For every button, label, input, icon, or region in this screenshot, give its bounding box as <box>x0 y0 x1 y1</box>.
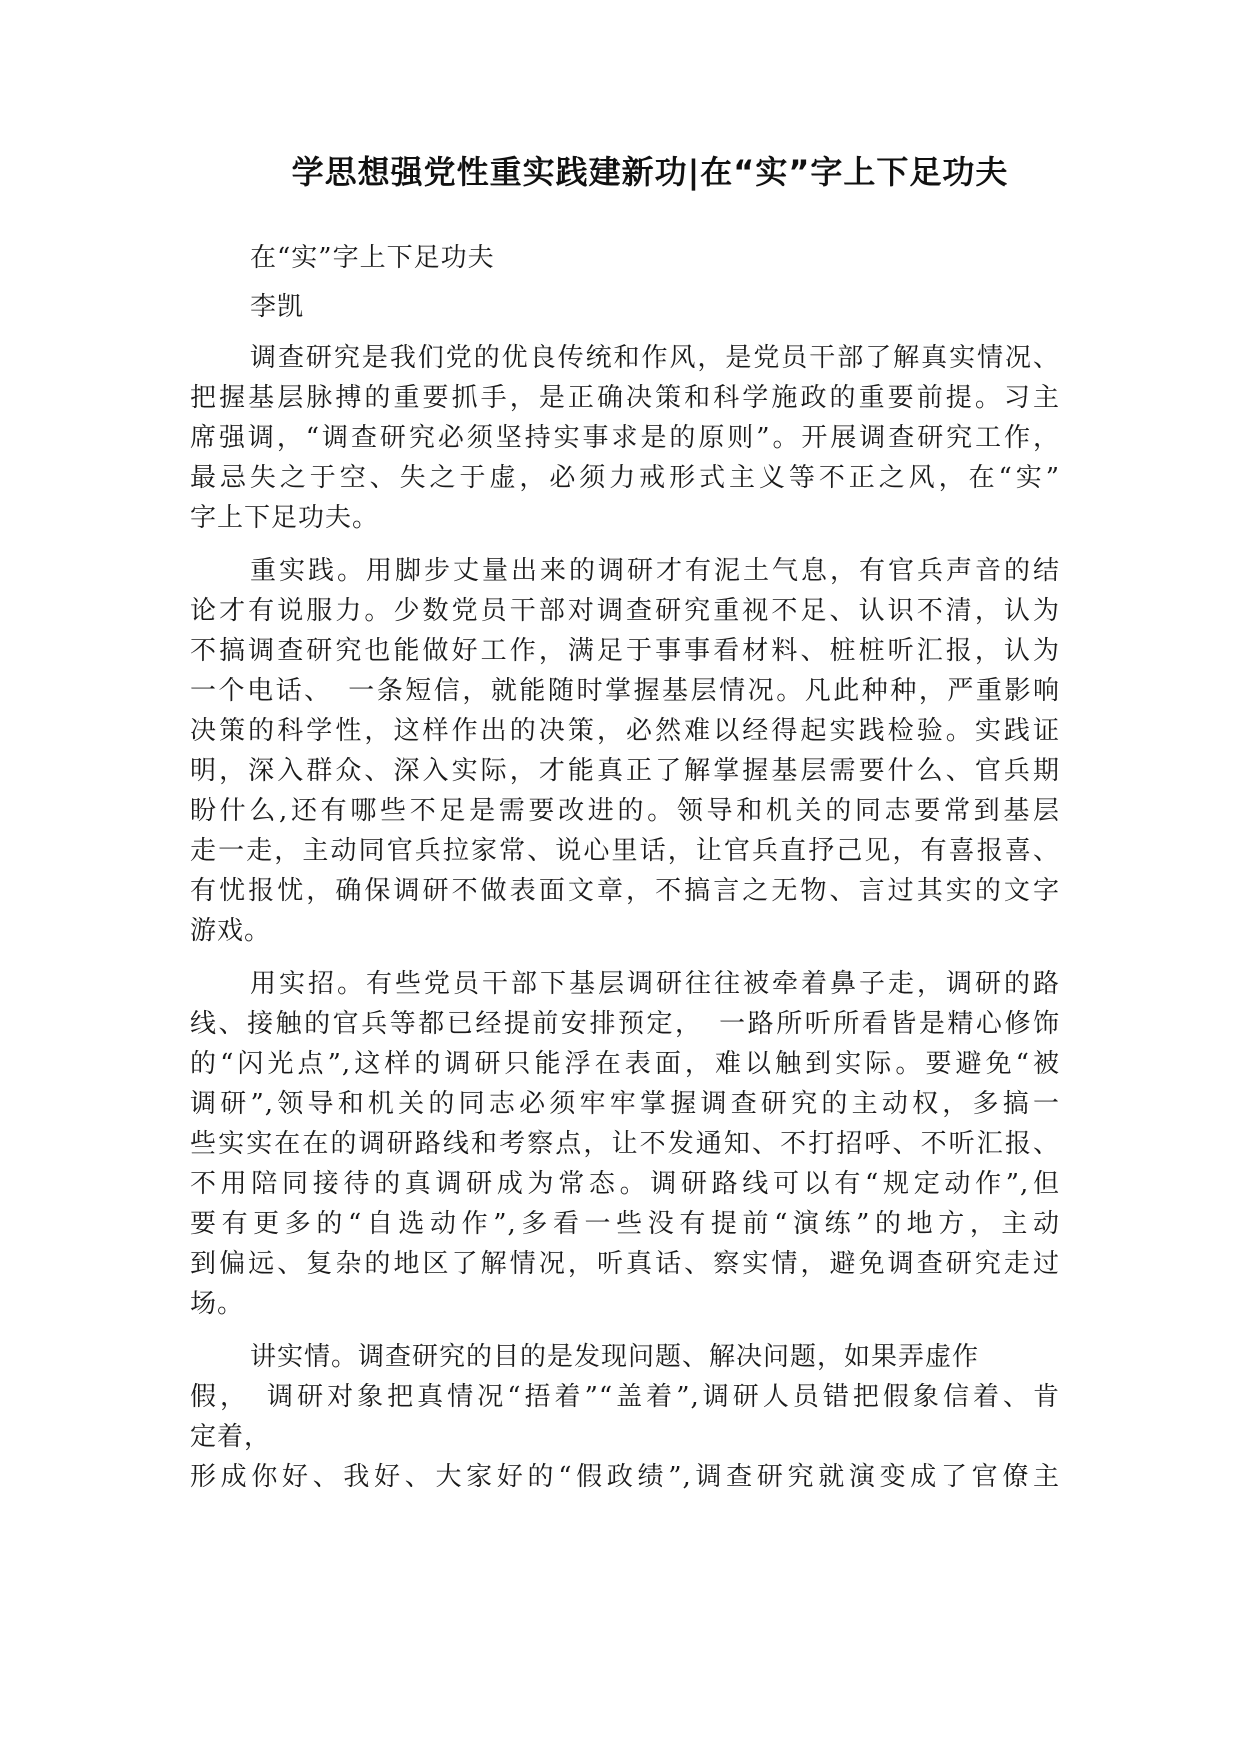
paragraph-line: 一个电话、 一条短信，就能随时掌握基层情况。凡此种种，严重影响 <box>190 676 1060 706</box>
paragraph-line: 的“闪光点”,这样的调研只能浮在表面，难以触到实际。要避免“被 <box>190 1049 1060 1079</box>
paragraph-practice <box>190 551 1060 951</box>
paragraph-line: 决策的科学性，这样作出的决策，必然难以经得起实践检验。实践证 <box>190 716 1060 746</box>
paragraph-intro <box>190 338 1060 538</box>
paragraph-line: 要有更多的“自选动作”,多看一些没有提前“演练”的地方，主动 <box>190 1209 1060 1239</box>
paragraph-facts <box>190 1337 1060 1497</box>
paragraph-line: 不用陪同接待的真调研成为常态。调研路线可以有“规定动作”,但 <box>190 1169 1060 1199</box>
paragraph-line: 线、接触的官兵等都已经提前安排预定， 一路所听所看皆是精心修饰 <box>190 1009 1060 1039</box>
paragraph-line: 定着， <box>190 1422 272 1452</box>
document-body <box>190 238 1060 1510</box>
paragraph-line: 把握基层脉搏的重要抓手，是正确决策和科学施政的重要前提。习主 <box>190 383 1060 413</box>
paragraph-line: 盼什么,还有哪些不足是需要改进的。领导和机关的同志要常到基层 <box>190 796 1060 826</box>
article-author: 李凯 <box>250 292 305 322</box>
paragraph-line: 形成你好、我好、大家好的“假政绩”,调查研究就演变成了官僚主 <box>190 1462 1060 1492</box>
paragraph-line: 用实招。有些党员干部下基层调研往往被牵着鼻子走，调研的路 <box>250 969 1060 999</box>
article-subtitle: 在“实”字上下足功夫 <box>250 243 495 273</box>
paragraph-line: 场。 <box>190 1289 245 1319</box>
paragraph-line: 调研”,领导和机关的同志必须牢牢掌握调查研究的主动权，多搞一 <box>190 1089 1060 1119</box>
paragraph-measures <box>190 964 1060 1324</box>
paragraph-line: 游戏。 <box>190 916 272 946</box>
paragraph-line: 论才有说服力。少数党员干部对调查研究重视不足、认识不清，认为 <box>190 596 1060 626</box>
paragraph-line: 席强调，“调查研究必须坚持实事求是的原则”。开展调查研究工作， <box>190 423 1060 453</box>
paragraph-line: 最忌失之于空、失之于虚，必须力戒形式主义等不正之风，在“实” <box>190 463 1060 493</box>
paragraph-line: 不搞调查研究也能做好工作，满足于事事看材料、桩桩听汇报，认为 <box>190 636 1060 666</box>
paragraph-line: 讲实情。调查研究的目的是发现问题、解决问题，如果弄虚作 <box>250 1342 980 1372</box>
paragraph-line: 重实践。用脚步丈量出来的调研才有泥土气息，有官兵声音的结 <box>250 556 1060 586</box>
paragraph-line: 有忧报忧，确保调研不做表面文章，不搞言之无物、言过其实的文字 <box>190 876 1060 906</box>
paragraph-line: 走一走，主动同官兵拉家常、说心里话，让官兵直抒己见，有喜报喜、 <box>190 836 1060 866</box>
paragraph-line: 些实实在在的调研路线和考察点，让不发通知、不打招呼、不听汇报、 <box>190 1129 1060 1159</box>
paragraph-line: 到偏远、复杂的地区了解情况，听真话、察实情，避免调查研究走过 <box>190 1249 1060 1279</box>
paragraph-line: 明，深入群众、深入实际，才能真正了解掌握基层需要什么、官兵期 <box>190 756 1060 786</box>
paragraph-line: 假， 调研对象把真情况“捂着”“盖着”,调研人员错把假象信着、肯 <box>190 1382 1060 1412</box>
paragraph-line: 调查研究是我们党的优良传统和作风，是党员干部了解真实情况、 <box>250 343 1060 373</box>
paragraph-line: 字上下足功夫。 <box>190 503 380 533</box>
document-title: 学思想强党性重实践建新功|在“实”字上下足功夫 <box>291 153 1009 191</box>
